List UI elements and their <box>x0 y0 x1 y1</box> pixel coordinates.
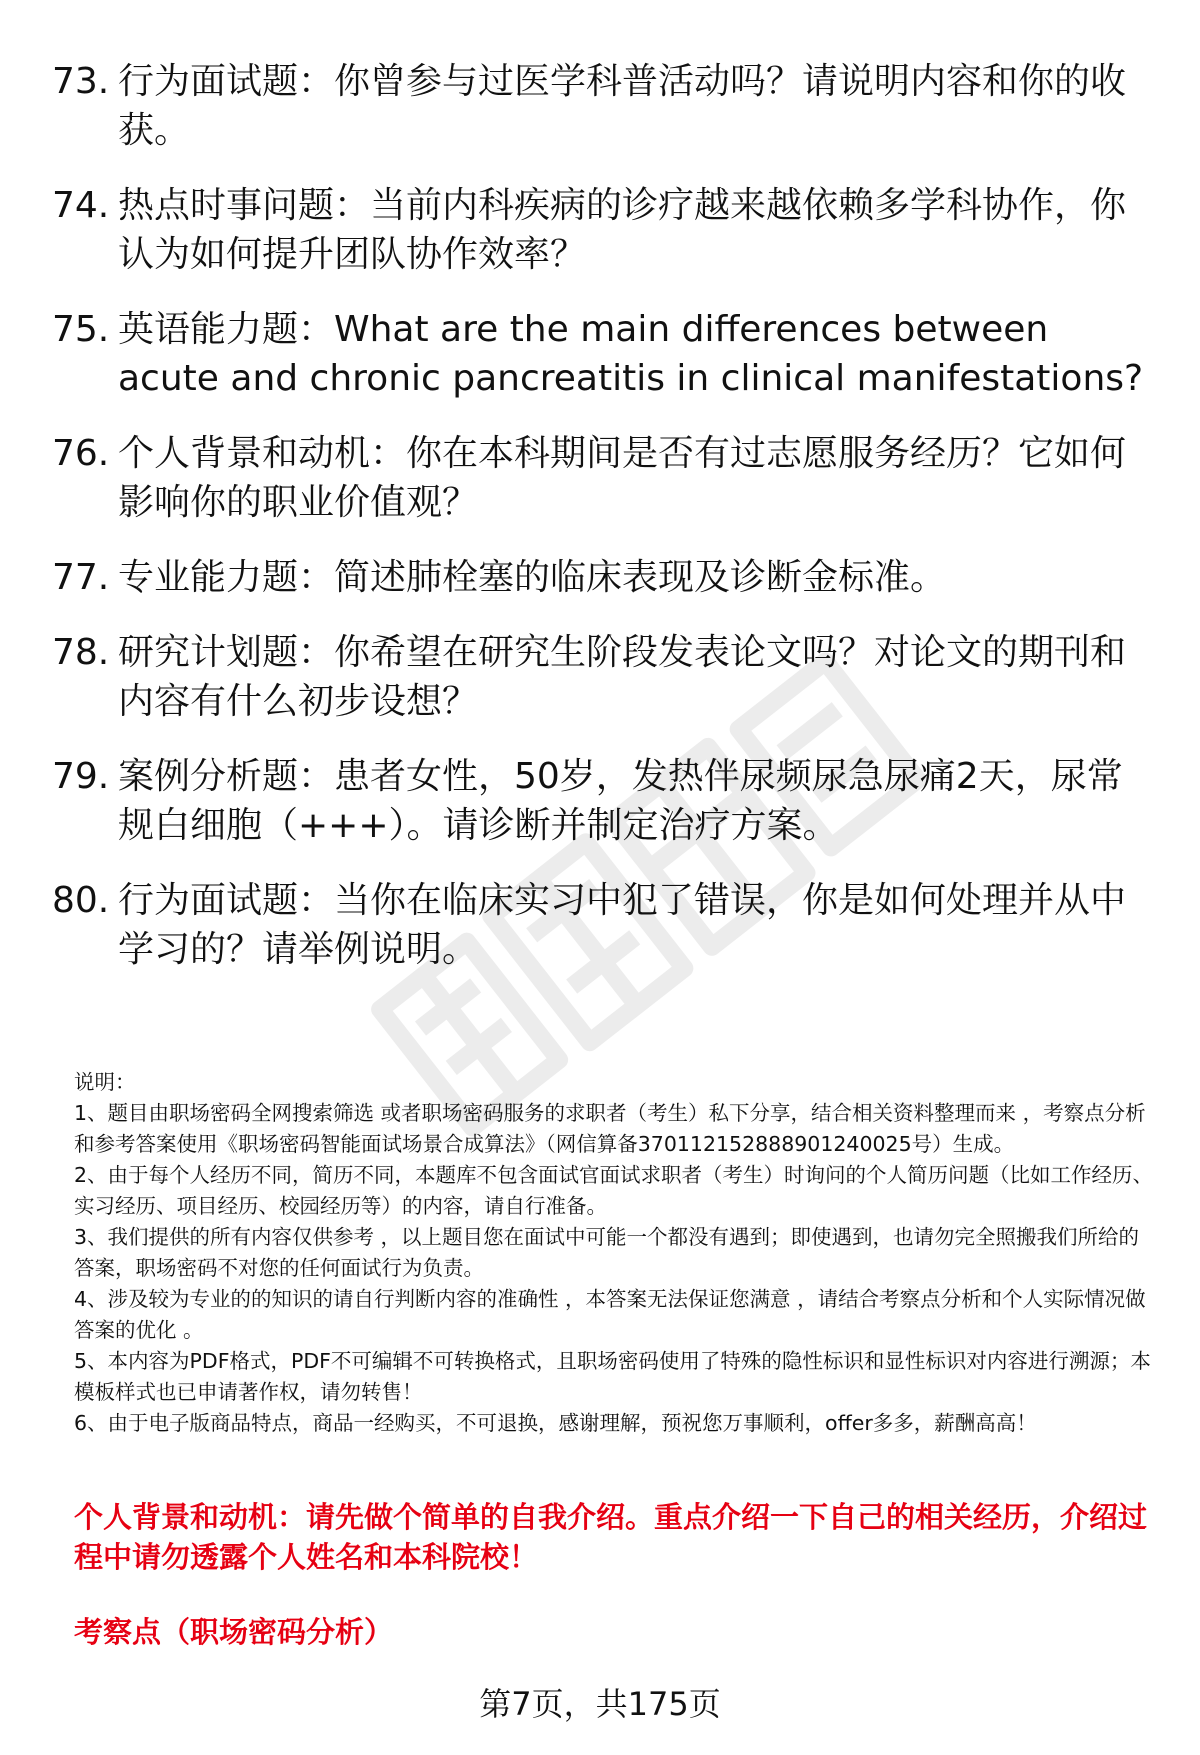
question-number: 80. <box>52 880 110 921</box>
question-item <box>52 628 1148 726</box>
note-item: 6、由于电子版商品特点，商品一经购买，不可退换，感谢理解，预祝您万事顺利，offer多多，薪酬高高！ <box>74 1411 1037 1435</box>
question-text: 专业能力题：简述肺栓塞的临床表现及诊断金标准。 <box>118 557 947 598</box>
notes-title: 说明： <box>74 1070 136 1094</box>
question-text: 个人背景和动机：你在本科期间是否有过志愿服务经历？它如何影响你的职业价值观？ <box>118 433 1127 523</box>
question-list <box>52 57 1148 1000</box>
note-item: 5、本内容为PDF格式，PDF不可编辑不可转换格式，且职场密码使用了特殊的隐性标识和显性标识对内容进行溯源；本模板样式也已申请著作权，请勿转售！ <box>74 1349 1151 1404</box>
question-number: 78. <box>52 632 110 673</box>
question-number: 75. <box>52 309 110 350</box>
question-text: 研究计划题：你希望在研究生阶段发表论文吗？对论文的期刊和内容有什么初步设想？ <box>118 632 1127 722</box>
question-number: 76. <box>52 433 110 474</box>
exam-point-heading: 考察点（职场密码分析） <box>74 1615 394 1649</box>
note-item: 3、我们提供的所有内容仅供参考 ，以上题目您在面试中可能一个都没有遇到；即使遇到，也请勿完全照搬我们所给的答案，职场密码不对您的任何面试行为负责。 <box>74 1225 1140 1280</box>
question-number: 74. <box>52 185 110 226</box>
question-number: 79. <box>52 756 110 797</box>
question-text: 英语能力题：What are the main differences between acute and chronic pancreatitis in clinical manifestations? <box>118 309 1144 399</box>
page-footer: 第7页，共175页 <box>479 1685 721 1723</box>
question-text: 案例分析题：患者女性，50岁，发热伴尿频尿急尿痛2天，尿常规白细胞（+++）。请诊断并制定治疗方案。 <box>118 756 1123 846</box>
question-item <box>52 876 1148 974</box>
question-item <box>52 57 1148 155</box>
note-item: 2、由于每个人经历不同，简历不同，本题库不包含面试官面试求职者（考生）时询问的个人简历问题（比如工作经历、实习经历、项目经历、校园经历等）的内容，请自行准备。 <box>74 1163 1154 1218</box>
note-item: 1、题目由职场密码全网搜索筛选 或者职场密码服务的求职者（考生）私下分享，结合相关资料整理而来 ，考察点分析和参考答案使用《职场密码智能面试场景合成算法》（网信算备370112152888901240025号）生成。 <box>74 1101 1146 1156</box>
question-text: 行为面试题：你曾参与过医学科普活动吗？请说明内容和你的收获。 <box>118 61 1127 151</box>
question-item <box>52 752 1148 850</box>
highlight-question: 个人背景和动机：请先做个简单的自我介绍。重点介绍一下自己的相关经历，介绍过程中请勿透露个人姓名和本科院校！ <box>74 1500 1148 1574</box>
question-number: 77. <box>52 557 110 598</box>
question-text: 热点时事问题：当前内科疾病的诊疗越来越依赖多学科协作，你认为如何提升团队协作效率？ <box>118 185 1127 275</box>
question-text: 行为面试题：当你在临床实习中犯了错误，你是如何处理并从中学习的？请举例说明。 <box>118 880 1127 970</box>
note-item: 4、涉及较为专业的的知识的请自行判断内容的准确性 ，本答案无法保证您满意 ，请结合考察点分析和个人实际情况做答案的优化 。 <box>74 1287 1146 1342</box>
question-item <box>52 553 1148 602</box>
question-item <box>52 429 1148 527</box>
question-number: 73. <box>52 61 110 102</box>
notes-section <box>74 1067 1154 1439</box>
question-item <box>52 181 1148 279</box>
question-item <box>52 305 1148 403</box>
